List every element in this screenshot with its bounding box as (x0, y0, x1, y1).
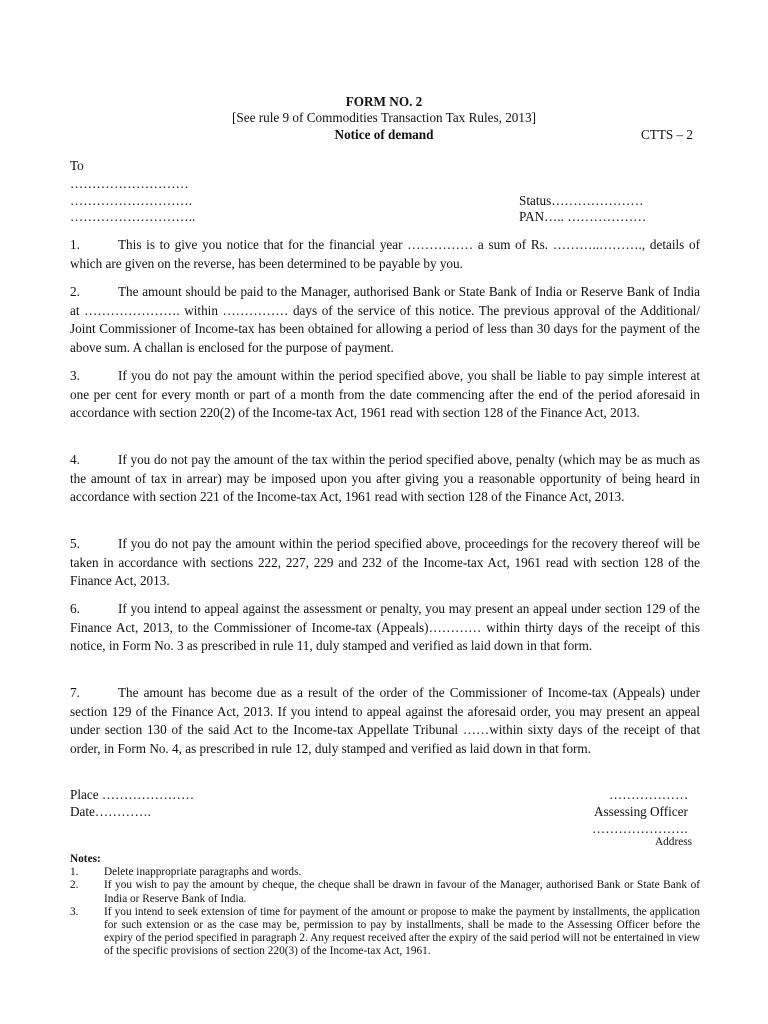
notes-section (70, 853, 700, 959)
officer-signature-line: ……………… (609, 787, 689, 802)
to-label: To (70, 158, 84, 173)
note-item (70, 866, 700, 879)
note-text: Delete inappropriate paragraphs and words. (104, 866, 302, 879)
paragraph-5 (70, 535, 700, 591)
status-field: Status………………… (519, 193, 644, 208)
paragraph-number: 2. (70, 284, 80, 299)
rule-reference: [See rule 9 of Commodities Transaction Tax Rules, 2013] (232, 110, 536, 125)
paragraph-number: 7. (70, 685, 80, 700)
address-label: Address (655, 836, 693, 848)
paragraph-number: 5. (70, 536, 80, 551)
paragraph-text: If you do not pay the amount within the period specified above, proceedings for the recovery thereof will be taken in accordance with sections 222, 227, 229 and 232 of the Income-tax Act, 1961 read with section 128 of the Finance Act, 2013. (70, 536, 700, 589)
paragraph-text: If you do not pay the amount within the period specified above, you shall be liable to pay simple interest at one per cent for every month or part of a month from the date commencing after the end of the period aforesaid in accordance with section 220(2) of the Income-tax Act, 1961 read with section 128 of the Finance Act, 2013. (70, 368, 700, 421)
address-line-2: ………………………. (70, 193, 192, 208)
date-field: Date…………. (70, 804, 151, 819)
paragraph-6 (70, 600, 700, 656)
form-code: CTTS – 2 (641, 127, 694, 142)
paragraph-text: The amount should be paid to the Manager, authorised Bank or State Bank of India or Reserve Bank of India at …………………. within …………… days of the service of this notice. The previous approval of the Additional/ Joint Commissioner of Income-tax has been obtained for allowing a period of less than 30 days for the payment of the above sum. A challan is enclosed for the purpose of payment. (70, 284, 700, 355)
paragraph-text: The amount has become due as a result of the order of the Commissioner of Income-tax (Appeals) under section 129 of the Finance Act, 2013. If you intend to appeal against the aforesaid order, you may present an appeal under section 130 of the said Act to the Income-tax Appellate Tribunal ……within sixty days of the receipt of that order, in Form No. 4, as prescribed in rule 12, duly stamped and verified as laid down in that form. (70, 685, 700, 756)
paragraph-3 (70, 367, 700, 423)
note-item (70, 906, 700, 959)
paragraph-number: 1. (70, 237, 80, 252)
note-number: 1. (70, 866, 79, 879)
address-dots: …………………. (592, 821, 688, 836)
note-text: If you intend to seek extension of time for payment of the amount or propose to make the payment by installments, the application for such extension or as the case may be, permission to pay by installments, shall be made to the Assessing Officer before the expiry of the period specified in paragraph 2. Any request received after the expiry of the said period will not be entertained in view of the specific provisions of section 220(3) of the Income-tax Act, 1961. (104, 905, 701, 958)
paragraph-1 (70, 236, 700, 273)
place-field: Place ………………… (70, 787, 195, 802)
paragraph-4 (70, 451, 700, 507)
page-title: Notice of demand (334, 127, 434, 142)
pan-field: PAN….. ……………… (519, 209, 647, 224)
note-number: 2. (70, 879, 79, 892)
note-text: If you wish to pay the amount by cheque, the cheque shall be drawn in favour of the Manager, authorised Bank or State Bank of India or Reserve Bank of India. (104, 879, 700, 905)
paragraph-number: 6. (70, 601, 80, 616)
note-number: 3. (70, 905, 79, 918)
paragraph-text: If you do not pay the amount of the tax within the period specified above, penalty (which may be as much as the amount of tax in arrear) may be imposed upon you after giving you a reasonable opportunity of being heard in accordance with section 221 of the Income-tax Act, 1961 read with section 128 of the Finance Act, 2013. (70, 452, 700, 505)
note-item (70, 879, 700, 905)
address-line-1: ……………………… (70, 176, 189, 191)
paragraph-text: This is to give you notice that for the financial year …………… a sum of Rs. ………..………., details of which are given on the reverse, has been determined to be payable by you. (70, 237, 700, 271)
paragraph-7 (70, 684, 700, 758)
form-number: FORM NO. 2 (345, 94, 423, 109)
notes-heading: Notes: (70, 853, 101, 865)
paragraph-number: 4. (70, 452, 80, 467)
paragraph-number: 3. (70, 368, 80, 383)
assessing-officer-label: Assessing Officer (594, 804, 688, 819)
address-line-3: ……………………….. (70, 209, 196, 224)
paragraph-2 (70, 283, 700, 357)
paragraph-text: If you intend to appeal against the assessment or penalty, you may present an appeal under section 129 of the Finance Act, 2013, to the Commissioner of Income-tax (Appeals)………… within thirty days of the receipt of this notice, in Form No. 3 as prescribed in rule 11, duly stamped and verified as laid down in that form. (70, 601, 700, 654)
